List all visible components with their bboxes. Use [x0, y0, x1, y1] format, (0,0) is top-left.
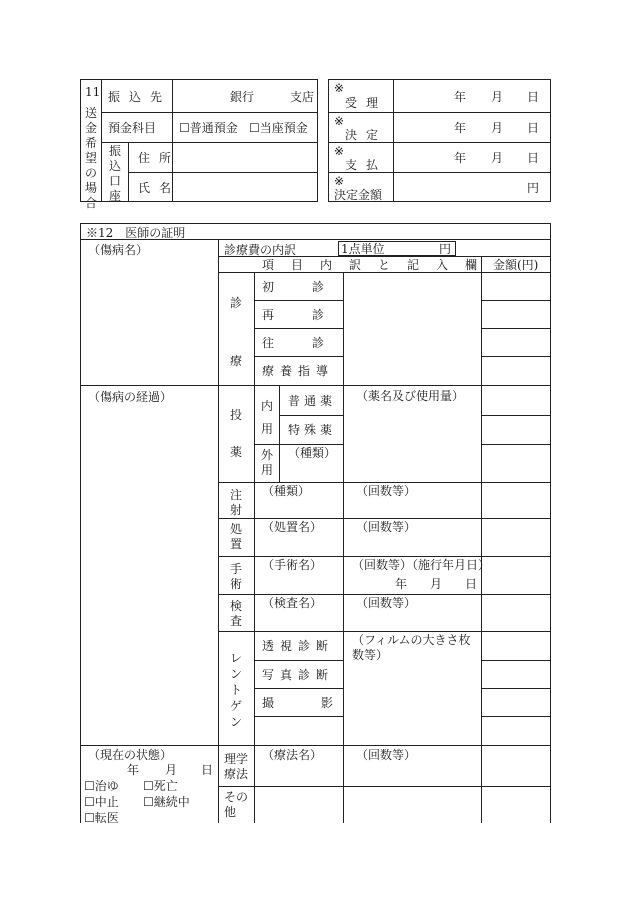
photo-diagnosis-label: 写真診断	[262, 668, 335, 682]
transferred-checkbox[interactable]: ☐転医	[84, 811, 119, 825]
per-point-box	[338, 241, 456, 256]
xray-vertical: レントゲン	[229, 651, 242, 729]
surgery-vertical: 手術	[229, 562, 242, 591]
state-year: 年	[127, 763, 140, 777]
medication-vertical: 薬	[230, 445, 243, 459]
remittance-number: 11	[85, 85, 101, 99]
discontinued-checkbox[interactable]: ☐中止	[84, 795, 119, 809]
items-header: 項目内訳と記入欄	[262, 258, 495, 272]
treatment-name-label: （処置名）	[262, 520, 323, 534]
exam-count-label: （回数等）	[356, 596, 417, 610]
surgery-count-date-label: （回数等）（施行年月日）	[352, 558, 491, 572]
care-guidance-label: 療養指導	[262, 364, 335, 378]
month-label: 月	[491, 121, 504, 135]
checking-deposit-checkbox[interactable]: ☐当座預金	[249, 121, 308, 135]
bank-label: 銀行	[230, 90, 255, 104]
current-state-label: （現在の状態）	[88, 748, 173, 762]
therapy-count-label: （回数等）	[356, 748, 417, 762]
year-label: 年	[454, 121, 467, 135]
ordinary-deposit-checkbox[interactable]: ☐普通預金	[179, 121, 238, 135]
office-marker: ※	[334, 114, 345, 128]
surgery-month: 月	[430, 577, 443, 591]
office-marker: ※	[334, 174, 345, 188]
amount-header: 金額(円)	[493, 258, 539, 272]
external-vertical: 外用	[260, 448, 273, 477]
yen-label: 円	[527, 181, 540, 195]
year-label: 年	[454, 90, 467, 104]
surgery-name-label: （手術名）	[262, 558, 323, 572]
transfer-to-label: 振込先	[108, 90, 172, 104]
drug-name-amount-label: （薬名及び使用量）	[356, 389, 465, 403]
office-marker: ※	[334, 144, 345, 158]
kind-label: （種類）	[288, 446, 337, 460]
deceased-checkbox[interactable]: ☐死亡	[143, 779, 178, 793]
injection-count-label: （回数等）	[356, 484, 417, 498]
injection-vertical: 注射	[229, 488, 242, 517]
injury-name-label: （傷病名）	[88, 243, 149, 257]
day-label: 日	[527, 90, 540, 104]
revisit-label: 再診	[262, 308, 363, 322]
day-label: 日	[527, 121, 540, 135]
state-day: 日	[201, 763, 214, 777]
office-marker: ※	[334, 81, 345, 95]
internal-vertical: 内用	[260, 399, 273, 436]
name-label: 氏名	[138, 181, 181, 195]
day-label: 日	[527, 151, 540, 165]
exam-vertical: 検査	[229, 599, 242, 628]
per-point-label: 1点単位	[341, 242, 385, 256]
month-label: 月	[491, 90, 504, 104]
normal-drug-label: 普通薬	[288, 394, 337, 408]
month-label: 月	[491, 151, 504, 165]
film-size-label: （フィルムの大きさ枚数等）	[352, 633, 471, 662]
continuing-checkbox[interactable]: ☐継続中	[143, 795, 190, 809]
certificate-title: ※12 医師の証明	[86, 226, 186, 240]
special-drug-label: 特殊薬	[288, 423, 337, 437]
injection-kind-label: （種類）	[262, 484, 311, 498]
branch-label: 支店	[290, 90, 315, 104]
first-visit-label: 初診	[262, 280, 363, 294]
therapy-name-label: （療法名）	[262, 748, 323, 762]
exam-name-label: （検査名）	[262, 596, 323, 610]
decided-amount-label: 決定金額	[334, 188, 383, 202]
decided-label: 決定	[345, 128, 388, 142]
state-month: 月	[165, 763, 178, 777]
received-label: 受理	[345, 96, 388, 110]
address-label: 住所	[138, 151, 181, 165]
year-label: 年	[454, 151, 467, 165]
imaging-label: 撮影	[262, 696, 381, 710]
fluoroscopy-label: 透視診断	[262, 639, 335, 653]
surgery-day: 日	[465, 577, 478, 591]
remittance-vertical-title: 送金希望の場合	[84, 106, 97, 210]
physio-vertical: 理学療法	[224, 752, 249, 781]
surgery-year: 年	[395, 577, 408, 591]
healed-checkbox[interactable]: ☐治ゆ	[84, 779, 119, 793]
account-vertical-label: 振込口座	[108, 144, 121, 203]
progress-label: （傷病の経過）	[88, 390, 173, 404]
other-vertical: その他	[224, 790, 249, 819]
house-call-label: 往診	[262, 336, 363, 350]
treatment-vertical: 処置	[229, 522, 242, 551]
consult-vertical: 診	[230, 296, 243, 310]
account-type-label: 預金科目	[108, 121, 157, 135]
breakdown-label: 診療費の内訳	[224, 243, 297, 257]
paid-label: 支払	[345, 158, 388, 172]
treatment-count-label: （回数等）	[356, 520, 417, 534]
per-point-yen: 円	[439, 242, 452, 256]
consult-vertical: 療	[230, 354, 243, 368]
medication-vertical: 投	[230, 408, 243, 422]
